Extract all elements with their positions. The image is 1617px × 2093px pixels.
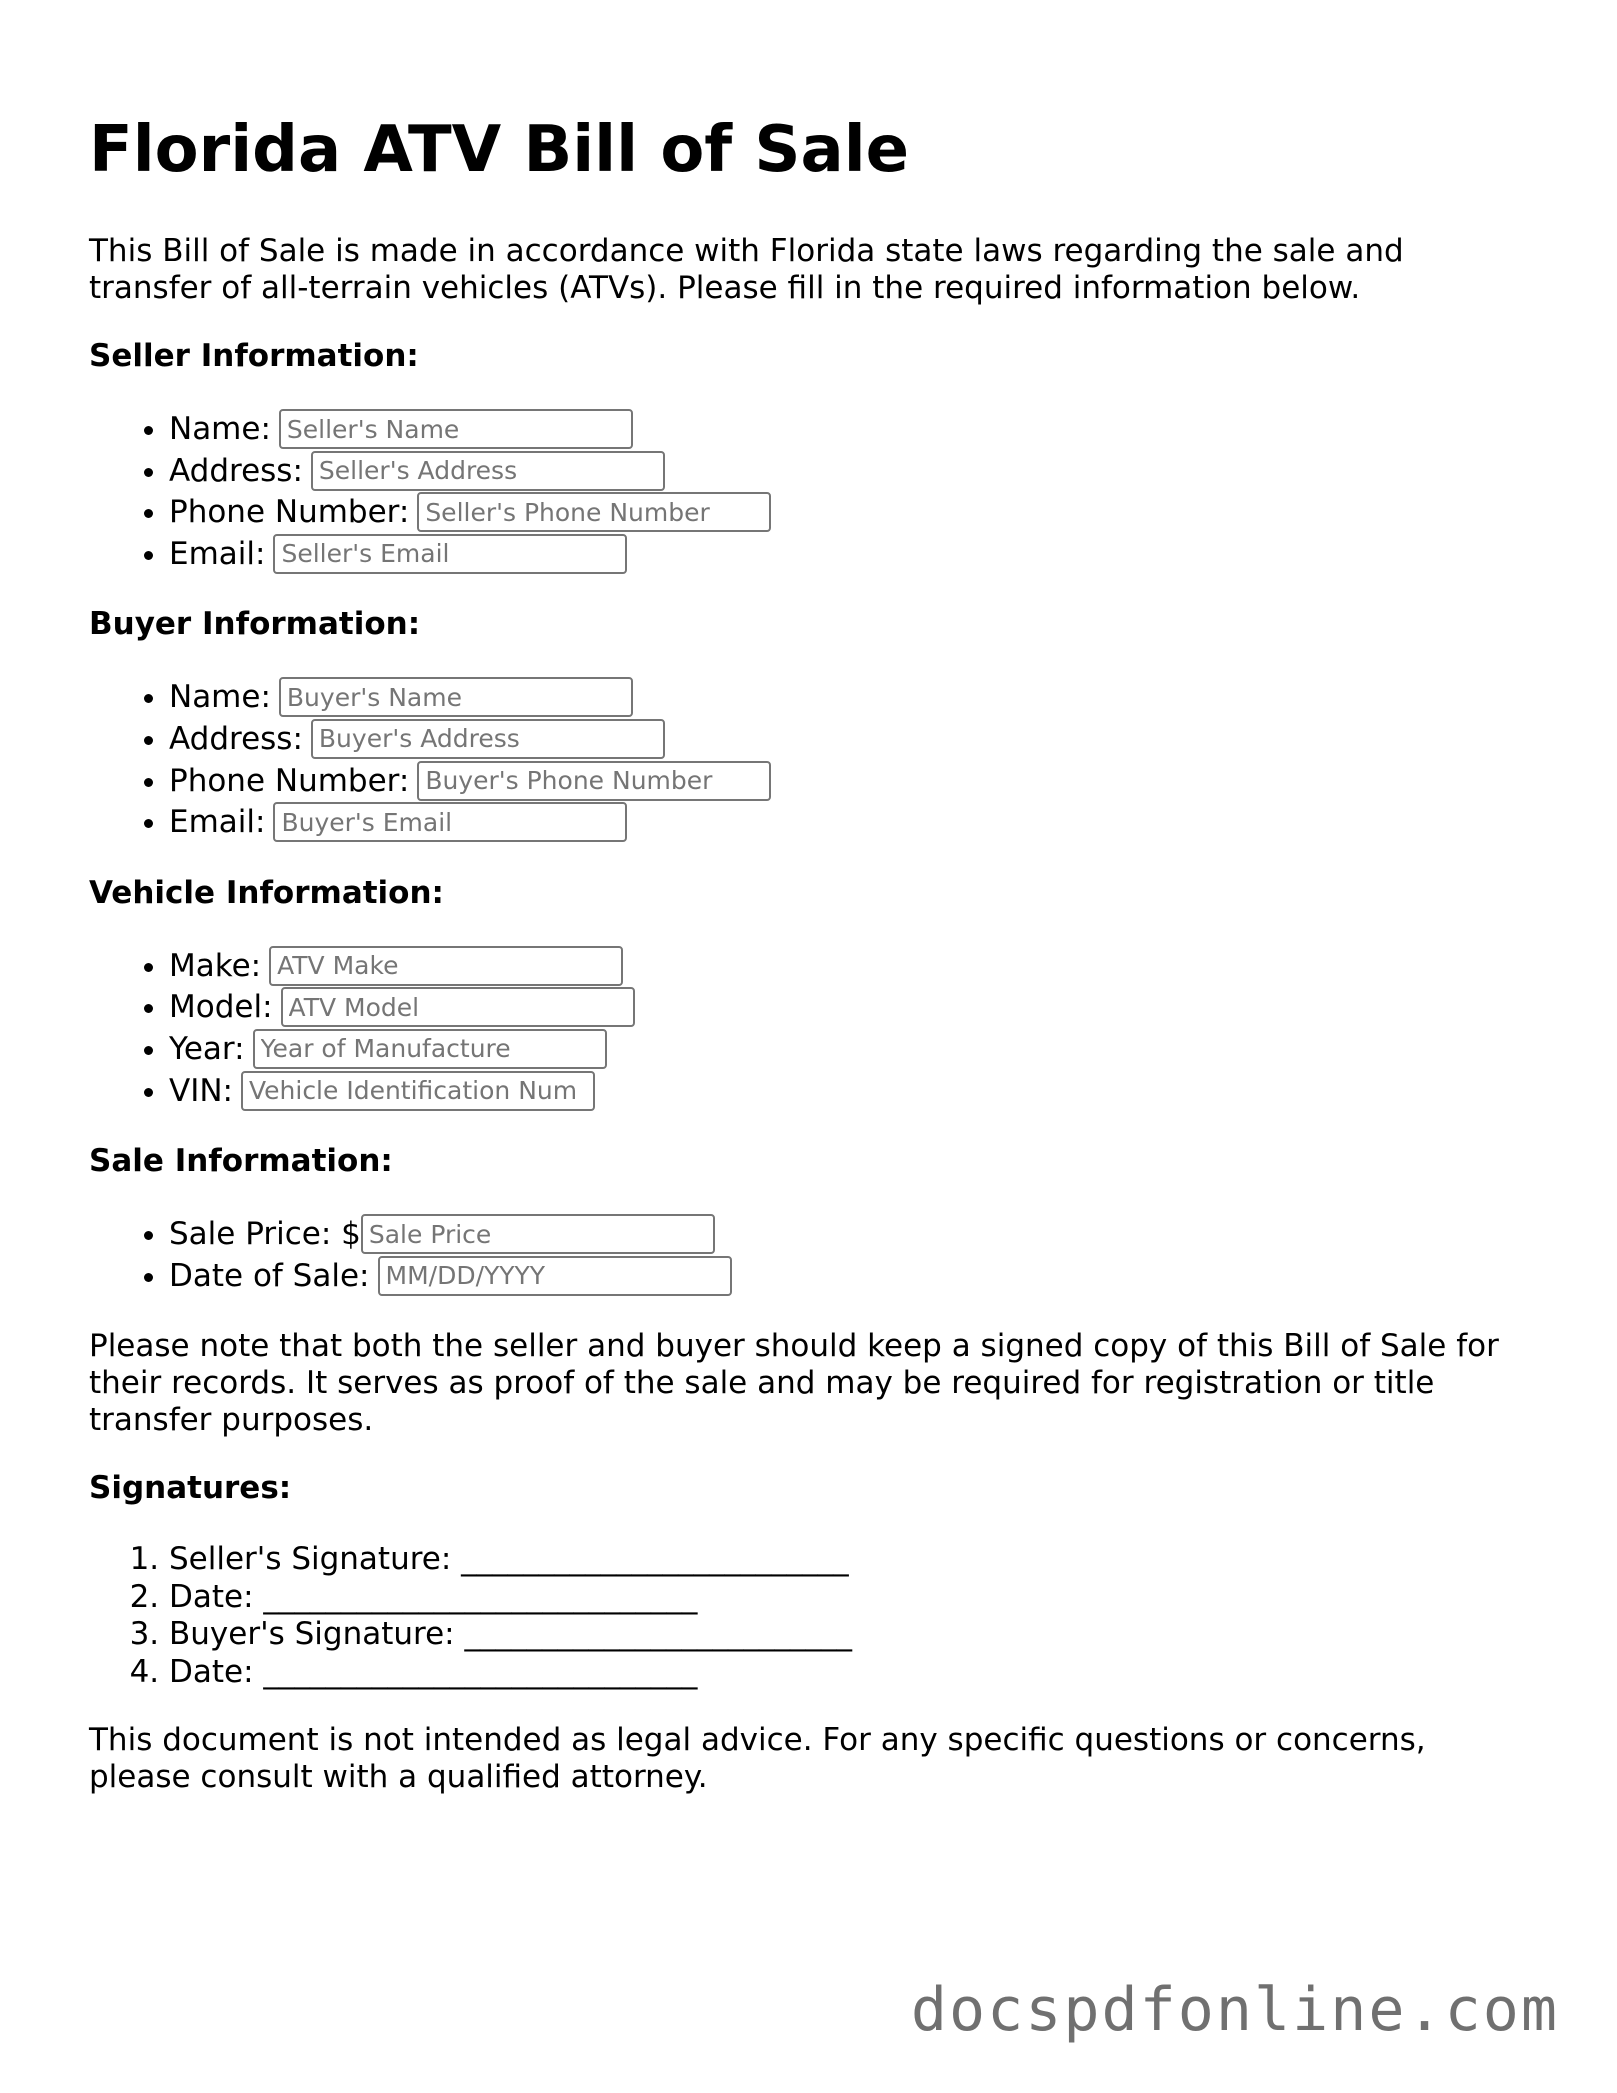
buyer-phone-label: Phone Number: — [169, 762, 410, 799]
seller-fields — [89, 409, 1529, 575]
vehicle-fields — [89, 946, 1529, 1112]
buyer-name-row — [169, 677, 1529, 719]
vehicle-vin-input[interactable] — [241, 1071, 595, 1111]
sale-date-label: Date of Sale: — [169, 1257, 370, 1294]
sale-price-input[interactable] — [361, 1214, 715, 1254]
sale-date-row — [169, 1256, 1529, 1298]
vehicle-model-row — [169, 987, 1529, 1029]
records-note: Please note that both the seller and buyer should keep a signed copy of this Bill of Sale for their records. It serves as proof of the sale and may be required for registration or title transfer purposes. — [89, 1328, 1499, 1439]
seller-email-input[interactable] — [273, 534, 627, 574]
seller-address-label: Address: — [169, 452, 303, 489]
intro-paragraph: This Bill of Sale is made in accordance with Florida state laws regarding the sale and transfer of all-terrain vehicles (ATVs). Please fill in the required information below. — [89, 233, 1404, 306]
seller-address-row — [169, 451, 1529, 493]
vehicle-year-row — [169, 1029, 1529, 1071]
buyer-phone-input[interactable] — [417, 761, 771, 801]
sale-date-input[interactable] — [378, 1256, 732, 1296]
vehicle-model-label: Model: — [169, 989, 273, 1026]
seller-name-label: Name: — [169, 411, 271, 447]
buyer-fields — [89, 677, 1529, 843]
signatures-heading: Signatures: — [89, 1470, 292, 1507]
buyer-email-input[interactable] — [273, 802, 627, 842]
buyer-email-row — [169, 802, 1529, 844]
seller-signature-line: 1. Seller's Signature: _________________________ — [169, 1541, 1529, 1579]
seller-email-label: Email: — [169, 535, 266, 572]
seller-date-line: 2. Date: ____________________________ — [169, 1579, 1529, 1617]
vehicle-vin-row — [169, 1071, 1529, 1113]
sale-price-label: Sale Price: $ — [169, 1216, 361, 1253]
sale-price-row — [169, 1214, 1529, 1256]
buyer-date-line: 4. Date: ____________________________ — [169, 1654, 1529, 1692]
buyer-name-label: Name: — [169, 679, 271, 716]
buyer-heading: Buyer Information: — [89, 606, 421, 643]
seller-name-input[interactable] — [279, 409, 633, 449]
sale-heading: Sale Information: — [89, 1143, 393, 1180]
seller-email-row — [169, 534, 1529, 576]
vehicle-make-label: Make: — [169, 947, 262, 984]
document — [89, 0, 1529, 1796]
vehicle-vin-label: VIN: — [169, 1072, 233, 1109]
signatures-list — [89, 1541, 1529, 1691]
buyer-email-label: Email: — [169, 804, 266, 841]
vehicle-heading: Vehicle Information: — [89, 874, 444, 911]
buyer-address-row — [169, 719, 1529, 761]
seller-phone-row — [169, 492, 1529, 534]
buyer-phone-row — [169, 761, 1529, 803]
seller-phone-input[interactable] — [417, 492, 771, 532]
page-title: Florida ATV Bill of Sale — [89, 113, 910, 187]
vehicle-make-input[interactable] — [269, 946, 623, 986]
seller-phone-label: Phone Number: — [169, 494, 410, 531]
sale-fields — [89, 1214, 1529, 1297]
buyer-name-input[interactable] — [279, 677, 633, 717]
buyer-signature-line: 3. Buyer's Signature: _________________________ — [169, 1616, 1529, 1654]
buyer-address-input[interactable] — [311, 719, 665, 759]
seller-heading: Seller Information: — [89, 338, 419, 374]
vehicle-year-input[interactable] — [253, 1029, 607, 1069]
vehicle-make-row — [169, 946, 1529, 988]
vehicle-year-label: Year: — [169, 1030, 245, 1067]
vehicle-model-input[interactable] — [281, 987, 635, 1027]
buyer-address-label: Address: — [169, 720, 303, 757]
seller-address-input[interactable] — [311, 451, 665, 491]
watermark: docspdfonline.com — [910, 1975, 1559, 2045]
legal-disclaimer: This document is not intended as legal advice. For any specific questions or concerns, please consult with a qualified attorney. — [89, 1722, 1426, 1796]
seller-name-row — [169, 409, 1529, 451]
